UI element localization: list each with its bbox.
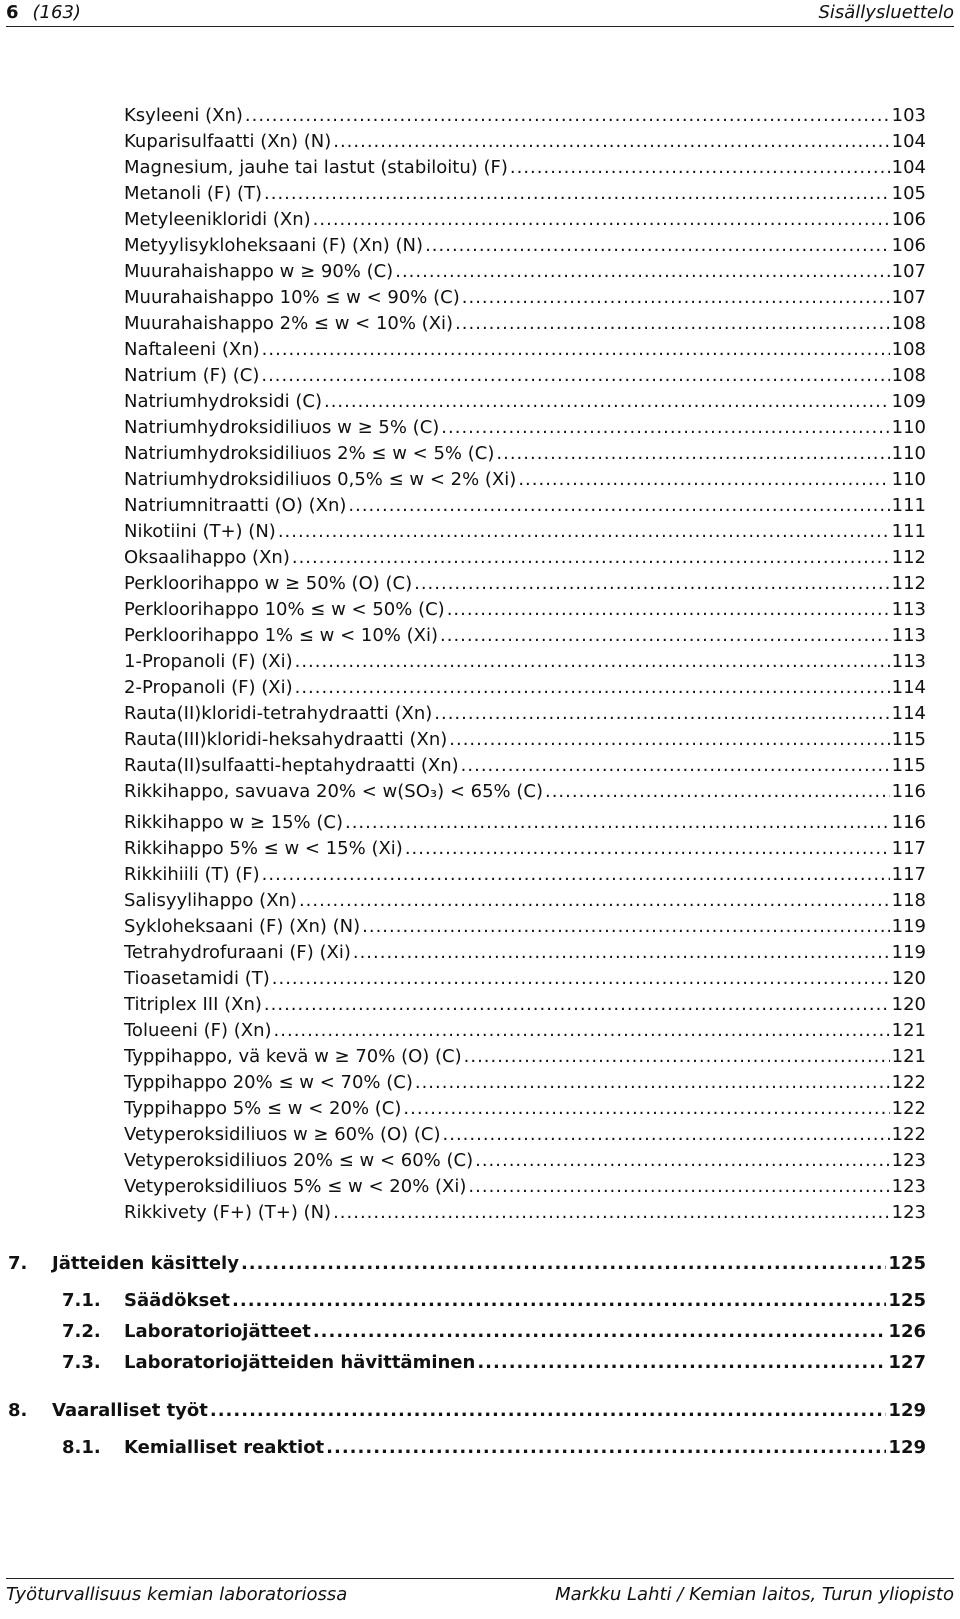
page-number: 6 [6, 2, 19, 23]
dot-leader [477, 1350, 886, 1376]
page-footer [0, 1578, 960, 1608]
dot-leader [545, 779, 890, 805]
toc-entry-label: Rauta(II)sulfaatti-heptahydraatti (Xn) [124, 755, 459, 776]
toc-entry-label: Natriumnitraatti (O) (Xn) [124, 495, 347, 516]
toc-entry[interactable] [0, 155, 960, 181]
toc-entry-entry [124, 259, 926, 285]
dot-leader [447, 597, 890, 623]
section-entry-label: Laboratoriojätteiden hävittäminen [124, 1352, 476, 1373]
toc-entry-label: Metanoli (F) (T) [124, 183, 262, 204]
toc-entry-page: 113 [891, 651, 926, 672]
toc-entry-label: Rikkivety (F+) (T+) (N) [124, 1202, 332, 1223]
section-entry[interactable] [0, 1288, 960, 1314]
section-entry[interactable] [0, 1350, 960, 1376]
toc-entry-entry [124, 914, 926, 940]
toc-entry-page: 111 [891, 495, 926, 516]
toc-entry-label: Vetyperoksidiliuos w ≥ 60% (O) (C) [124, 1124, 441, 1145]
toc-entry-label: Natrium (F) (C) [124, 365, 260, 386]
toc-entry-label: Typpihappo, vä kevä w ≥ 70% (O) (C) [124, 1046, 462, 1067]
section-entry[interactable] [0, 1319, 960, 1345]
toc-entry-page: 111 [891, 521, 926, 542]
toc-entry-label: Vetyperoksidiliuos 5% ≤ w < 20% (Xi) [124, 1176, 467, 1197]
toc-entry[interactable] [0, 129, 960, 155]
dot-leader [292, 545, 890, 571]
header-left [6, 2, 81, 23]
toc-entry-entry [124, 753, 926, 779]
toc-entry-label: Tioasetamidi (T) [124, 968, 270, 989]
dot-leader [425, 233, 890, 259]
footer-left: Työturvallisuus kemian laboratoriossa [6, 1584, 348, 1605]
toc-entry-entry [124, 207, 926, 233]
section-entry-number: 7.2. [62, 1321, 101, 1342]
toc-entry-page: 115 [891, 729, 926, 750]
toc-entry[interactable] [0, 363, 960, 389]
toc-entry-entry [124, 181, 926, 207]
toc-entry-entry [124, 675, 926, 701]
toc-entry-entry [124, 441, 926, 467]
page-total: (163) [32, 2, 81, 23]
toc-entry[interactable] [0, 1148, 960, 1174]
toc-entry-label: Sykloheksaani (F) (Xn) (N) [124, 916, 361, 937]
toc-entry-label: Rauta(III)kloridi-heksahydraatti (Xn) [124, 729, 448, 750]
toc-entry-page: 112 [891, 547, 926, 568]
toc-entry-page: 108 [891, 365, 926, 386]
toc-entry-label: Rikkihappo 5% ≤ w < 15% (Xi) [124, 838, 403, 859]
section-entry-label: Kemialliset reaktiot [124, 1437, 325, 1458]
toc-entry-entry [124, 155, 926, 181]
section-entry-entry [124, 1350, 926, 1376]
toc-entry-page: 106 [891, 235, 926, 256]
toc-entry-page: 110 [891, 443, 926, 464]
dot-leader [272, 966, 890, 992]
toc-entry-entry [124, 1148, 926, 1174]
dot-leader [333, 129, 889, 155]
toc-entry-label: Perkloorihappo 10% ≤ w < 50% (C) [124, 599, 445, 620]
toc-entry-label: Muurahaishappo w ≥ 90% (C) [124, 261, 394, 282]
toc-entry-entry [124, 545, 926, 571]
toc-entry-label: Muurahaishappo 2% ≤ w < 10% (Xi) [124, 313, 454, 334]
section-entry-number: 7.3. [62, 1352, 101, 1373]
toc-entry-page: 112 [891, 573, 926, 594]
toc-entry-page: 115 [891, 755, 926, 776]
dot-leader [468, 1174, 889, 1200]
toc-entry-page: 117 [891, 838, 926, 859]
dot-leader [464, 1044, 890, 1070]
toc-entry-label: 1-Propanoli (F) (Xi) [124, 651, 293, 672]
toc-entry-entry [124, 1096, 926, 1122]
toc-entry[interactable] [0, 623, 960, 649]
section-title: Sisällysluettelo [818, 2, 954, 23]
dot-leader [510, 155, 890, 181]
footer-right: Markku Lahti / Kemian laitos, Turun yliopisto [555, 1584, 954, 1605]
toc-entry-label: Tetrahydrofuraani (F) (Xi) [124, 942, 351, 963]
chapter-entry-number: 8. [8, 1400, 28, 1421]
toc-entry-label: Perkloorihappo 1% ≤ w < 10% (Xi) [124, 625, 438, 646]
toc-entry[interactable] [0, 493, 960, 519]
toc-entry[interactable] [0, 1018, 960, 1044]
toc-entry-page: 114 [891, 703, 926, 724]
dot-leader [455, 311, 890, 337]
dot-leader [278, 519, 890, 545]
toc-entry[interactable] [0, 675, 960, 701]
toc-entry-page: 122 [891, 1072, 926, 1093]
toc-entry-entry [124, 311, 926, 337]
dot-leader [440, 623, 890, 649]
toc-entry[interactable] [0, 415, 960, 441]
toc-entry-label: Natriumhydroksidiliuos w ≥ 5% (C) [124, 417, 440, 438]
toc-entry-page: 123 [891, 1176, 926, 1197]
toc-entry-label: Typpihappo 20% ≤ w < 70% (C) [124, 1072, 413, 1093]
toc-entry[interactable] [0, 103, 960, 129]
toc-entry-page: 123 [891, 1150, 926, 1171]
dot-leader [362, 914, 890, 940]
toc-entry-page: 106 [891, 209, 926, 230]
toc-entry-page: 103 [891, 105, 926, 126]
dot-leader [449, 727, 889, 753]
toc-entry-entry [124, 940, 926, 966]
toc-entry-page: 117 [891, 864, 926, 885]
chapter-entry-entry [52, 1398, 926, 1424]
toc-entry-entry [124, 233, 926, 259]
toc-entry[interactable] [0, 914, 960, 940]
dot-leader [462, 285, 890, 311]
toc-entry[interactable] [0, 337, 960, 363]
toc-entry-entry [124, 1044, 926, 1070]
toc-entry-entry [124, 1018, 926, 1044]
toc-entry-entry [124, 1200, 926, 1226]
toc-entry-entry [124, 467, 926, 493]
section-entry-label: Säädökset [124, 1290, 231, 1311]
dot-leader [348, 493, 889, 519]
chapter-entry[interactable] [0, 1398, 960, 1424]
toc-entry-entry [124, 649, 926, 675]
toc-entry-label: Rikkihappo, savuava 20% < w(SO₃) < 65% (C) [124, 781, 543, 802]
toc-entry[interactable] [0, 389, 960, 415]
toc-entry[interactable] [0, 441, 960, 467]
toc-entry-label: Oksaalihappo (Xn) [124, 547, 290, 568]
dot-leader [262, 337, 890, 363]
dot-leader [274, 1018, 890, 1044]
dot-leader [326, 1435, 886, 1461]
toc-entry[interactable] [0, 836, 960, 862]
toc-entry-label: Titriplex III (Xn) [124, 994, 262, 1015]
toc-entry-entry [124, 103, 926, 129]
dot-leader [496, 441, 889, 467]
header-rule [6, 26, 954, 27]
toc-entry-label: Rikkihappo w ≥ 15% (C) [124, 812, 343, 833]
toc-entry-page: 119 [891, 942, 926, 963]
toc-entry[interactable] [0, 701, 960, 727]
toc-entry-label: Natriumhydroksidi (C) [124, 391, 322, 412]
toc-entry-page: 116 [891, 781, 926, 802]
toc-entry-label: 2-Propanoli (F) (Xi) [124, 677, 293, 698]
section-entry-page: 129 [888, 1437, 926, 1458]
toc-entry-label: Vetyperoksidiliuos 20% ≤ w < 60% (C) [124, 1150, 474, 1171]
toc-entry-page: 119 [891, 916, 926, 937]
dot-leader [261, 363, 889, 389]
toc-entry-label: Rauta(II)kloridi-tetrahydraatti (Xn) [124, 703, 433, 724]
toc-entry[interactable] [0, 753, 960, 779]
toc-entry[interactable] [0, 597, 960, 623]
section-entry-page: 125 [888, 1290, 926, 1311]
toc-entry[interactable] [0, 467, 960, 493]
toc-entry-entry [124, 810, 926, 836]
toc-entry-page: 108 [891, 339, 926, 360]
toc-entry-page: 110 [891, 469, 926, 490]
dot-leader [210, 1398, 887, 1424]
section-entry-page: 126 [888, 1321, 926, 1342]
toc-entry[interactable] [0, 862, 960, 888]
toc-entry-entry [124, 285, 926, 311]
toc-entry-entry [124, 1070, 926, 1096]
dot-leader [295, 675, 890, 701]
section-entry-entry [124, 1435, 926, 1461]
toc-entry-page: 114 [891, 677, 926, 698]
dot-leader [434, 701, 889, 727]
dot-leader [415, 1070, 890, 1096]
toc-entry-label: Ksyleeni (Xn) [124, 105, 243, 126]
toc-entry-label: Salisyylihappo (Xn) [124, 890, 297, 911]
dot-leader [403, 1096, 889, 1122]
dot-leader [405, 836, 890, 862]
section-entry-number: 7.1. [62, 1290, 101, 1311]
toc-entry-label: Kuparisulfaatti (Xn) (N) [124, 131, 332, 152]
section-entry-entry [124, 1319, 926, 1345]
toc-entry[interactable] [0, 966, 960, 992]
toc-entry[interactable] [0, 181, 960, 207]
toc-entry-page: 108 [891, 313, 926, 334]
toc-entry-entry [124, 888, 926, 914]
toc-entry-entry [124, 1174, 926, 1200]
toc-entry[interactable] [0, 207, 960, 233]
dot-leader [353, 940, 890, 966]
dot-leader [295, 649, 890, 675]
toc-entry[interactable] [0, 285, 960, 311]
chapter-entry-entry [52, 1251, 926, 1277]
dot-leader [518, 467, 889, 493]
toc-entry[interactable] [0, 940, 960, 966]
page-header [0, 0, 960, 28]
toc-entry-entry [124, 493, 926, 519]
dot-leader [245, 103, 890, 129]
toc-entry-page: 121 [891, 1046, 926, 1067]
dot-leader [313, 1319, 887, 1345]
toc-entry[interactable] [0, 311, 960, 337]
toc-entry-page: 122 [891, 1124, 926, 1145]
chapter-entry-page: 129 [888, 1400, 926, 1421]
toc-entry[interactable] [0, 992, 960, 1018]
toc-entry-entry [124, 129, 926, 155]
toc-entry-label: Metyylisykloheksaani (F) (Xn) (N) [124, 235, 424, 256]
toc-entry[interactable] [0, 810, 960, 836]
dot-leader [264, 181, 890, 207]
toc-entry-label: Tolueeni (F) (Xn) [124, 1020, 272, 1041]
toc-entry[interactable] [0, 1122, 960, 1148]
toc-entry-page: 122 [891, 1098, 926, 1119]
toc-entry-page: 116 [891, 812, 926, 833]
chapter-entry-page: 125 [888, 1253, 926, 1274]
toc-entry-entry [124, 623, 926, 649]
toc-entry[interactable] [0, 233, 960, 259]
toc-entry[interactable] [0, 259, 960, 285]
toc-entry-label: Typpihappo 5% ≤ w < 20% (C) [124, 1098, 402, 1119]
toc-entry-label: Natriumhydroksidiliuos 2% ≤ w < 5% (C) [124, 443, 495, 464]
dot-leader [232, 1288, 886, 1314]
toc-entry-page: 104 [891, 131, 926, 152]
dot-leader [313, 207, 890, 233]
toc-entry[interactable] [0, 519, 960, 545]
toc-entry-label: Magnesium, jauhe tai lastut (stabiloitu) (F) [124, 157, 508, 178]
toc-entry-label: Perkloorihappo w ≥ 50% (O) (C) [124, 573, 413, 594]
toc-entry-entry [124, 836, 926, 862]
toc-entry[interactable] [0, 1044, 960, 1070]
dot-leader [241, 1251, 886, 1277]
toc-entry[interactable] [0, 888, 960, 914]
toc-entry[interactable] [0, 1070, 960, 1096]
dot-leader [461, 753, 890, 779]
toc-entry-page: 107 [891, 287, 926, 308]
toc-entry-label: Nikotiini (T+) (N) [124, 521, 276, 542]
toc-entry-page: 107 [891, 261, 926, 282]
dot-leader [395, 259, 889, 285]
toc-entry-page: 109 [891, 391, 926, 412]
toc-entry-entry [124, 519, 926, 545]
toc-entry-label: Natriumhydroksidiliuos 0,5% ≤ w < 2% (Xi) [124, 469, 517, 490]
toc-entry-entry [124, 571, 926, 597]
toc-entry[interactable] [0, 545, 960, 571]
toc-entry[interactable] [0, 1096, 960, 1122]
dot-leader [262, 862, 890, 888]
toc-entry-entry [124, 389, 926, 415]
dot-leader [333, 1200, 890, 1226]
dot-leader [475, 1148, 890, 1174]
chapter-entry-number: 7. [8, 1253, 28, 1274]
toc-entry-entry [124, 597, 926, 623]
toc-entry-entry [124, 727, 926, 753]
toc-entry-page: 121 [891, 1020, 926, 1041]
section-entry-entry [124, 1288, 926, 1314]
toc-entry-page: 110 [891, 417, 926, 438]
toc-entry-entry [124, 415, 926, 441]
toc-entry[interactable] [0, 1174, 960, 1200]
dot-leader [299, 888, 890, 914]
toc-entry-entry [124, 862, 926, 888]
section-entry-number: 8.1. [62, 1437, 101, 1458]
toc-entry-entry [124, 701, 926, 727]
toc-entry[interactable] [0, 1200, 960, 1226]
toc-entry-entry [124, 1122, 926, 1148]
footer-rule [6, 1578, 954, 1579]
chapter-entry-label: Jätteiden käsittely [52, 1253, 239, 1274]
toc-entry-page: 104 [891, 157, 926, 178]
dot-leader [441, 415, 889, 441]
section-entry[interactable] [0, 1435, 960, 1461]
toc-entry[interactable] [0, 649, 960, 675]
toc-entry[interactable] [0, 571, 960, 597]
chapter-entry-label: Vaaralliset työt [52, 1400, 208, 1421]
toc-entry-entry [124, 337, 926, 363]
toc-entry-page: 105 [891, 183, 926, 204]
dot-leader [324, 389, 890, 415]
dot-leader [264, 992, 890, 1018]
chapter-entry[interactable] [0, 1251, 960, 1277]
section-entry-label: Laboratoriojätteet [124, 1321, 311, 1342]
toc-entry-label: Muurahaishappo 10% ≤ w < 90% (C) [124, 287, 460, 308]
toc-entry-entry [124, 992, 926, 1018]
dot-leader [443, 1122, 890, 1148]
toc-entry-entry [124, 966, 926, 992]
section-entry-page: 127 [888, 1352, 926, 1373]
toc-entry[interactable] [0, 779, 960, 805]
dot-leader [345, 810, 890, 836]
toc-entry-page: 120 [891, 994, 926, 1015]
toc-entry-page: 113 [891, 625, 926, 646]
toc-entry-page: 118 [891, 890, 926, 911]
toc-entry-entry [124, 779, 926, 805]
toc-entry-entry [124, 363, 926, 389]
toc-entry[interactable] [0, 727, 960, 753]
dot-leader [414, 571, 890, 597]
toc-entry-label: Metyleenikloridi (Xn) [124, 209, 311, 230]
toc-entry-page: 113 [891, 599, 926, 620]
toc-entry-page: 120 [891, 968, 926, 989]
toc-entry-label: Rikkihiili (T) (F) [124, 864, 260, 885]
toc-entry-label: Naftaleeni (Xn) [124, 339, 260, 360]
toc-entry-page: 123 [891, 1202, 926, 1223]
